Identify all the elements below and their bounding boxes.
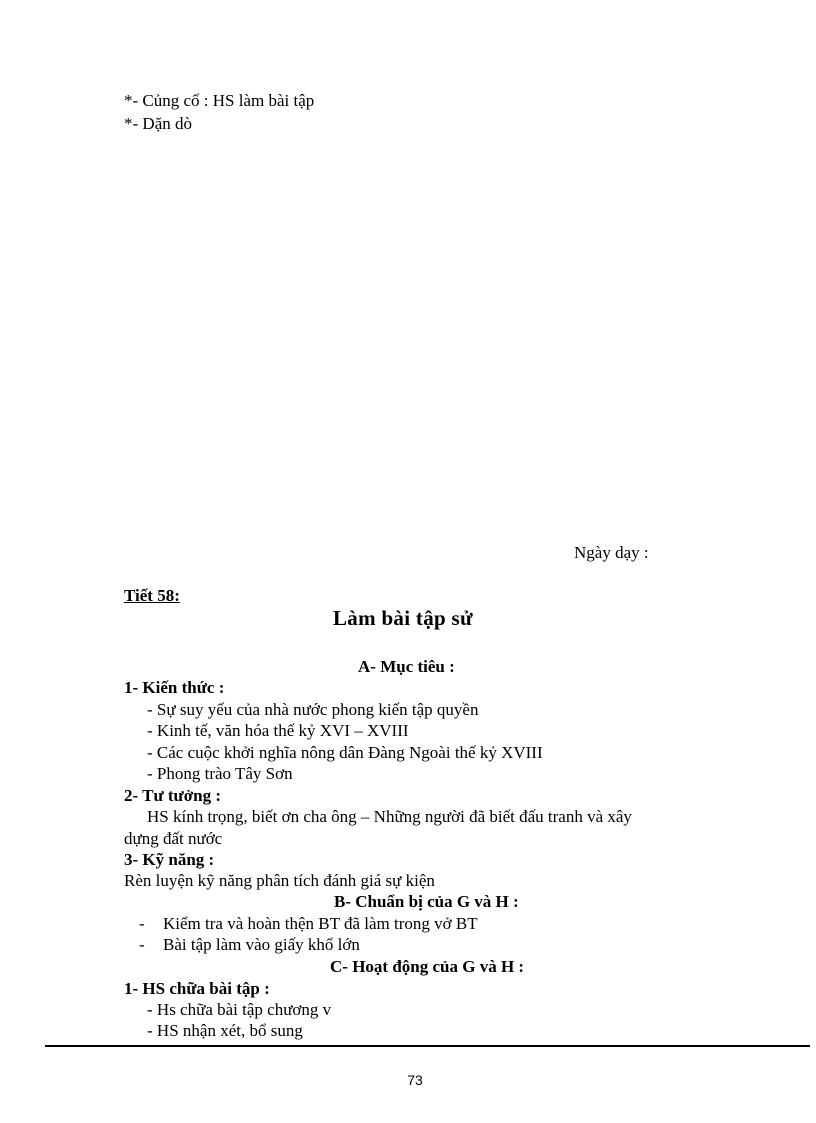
preparation-item: Bài tập làm vào giấy khổ lớn [163, 935, 360, 954]
knowledge-item: - Sự suy yếu của nhà nước phong kiến tập quyền [147, 700, 479, 719]
section-c-heading: C- Hoạt động của G và H : [330, 957, 525, 976]
list-bullet: - [139, 914, 145, 933]
knowledge-heading: 1- Kiến thức : [124, 678, 225, 697]
consolidation-line: *- Củng cố : HS làm bài tập [124, 91, 315, 110]
footer-divider [45, 1045, 810, 1047]
activity-item: - HS nhận xét, bổ sung [147, 1021, 303, 1040]
lesson-title: Làm bài tập sử [333, 606, 473, 630]
preparation-item: Kiểm tra và hoàn thện BT đã làm trong vở BT [163, 914, 478, 933]
skill-text: Rèn luyện kỹ năng phân tích đánh giá sự kiện [124, 871, 435, 890]
thought-text-line2: dựng đất nước [124, 829, 223, 848]
knowledge-item: - Kinh tế, văn hóa thế kỷ XVI – XVIII [147, 721, 409, 740]
teaching-date-label: Ngày dạy : [574, 543, 649, 562]
skill-heading: 3- Kỹ năng : [124, 850, 215, 869]
knowledge-item: - Các cuộc khởi nghĩa nông dân Đàng Ngoài thế kỷ XVIII [147, 743, 543, 762]
section-b-heading: B- Chuẩn bị của G và H : [334, 892, 519, 911]
lesson-number: Tiết 58: [124, 586, 180, 605]
list-bullet: - [139, 935, 145, 954]
activity-1-heading: 1- HS chữa bài tập : [124, 979, 270, 998]
activity-item: - Hs chữa bài tập chương v [147, 1000, 332, 1019]
knowledge-item: - Phong trào Tây Sơn [147, 764, 293, 783]
thought-heading: 2- Tư tưởng : [124, 786, 222, 805]
homework-line: *- Dặn dò [124, 114, 192, 133]
page-number: 73 [407, 1072, 423, 1088]
thought-text-line1: HS kính trọng, biết ơn cha ông – Những người đã biết đấu tranh và xây [147, 807, 632, 826]
section-a-heading: A- Mục tiêu : [358, 657, 455, 676]
